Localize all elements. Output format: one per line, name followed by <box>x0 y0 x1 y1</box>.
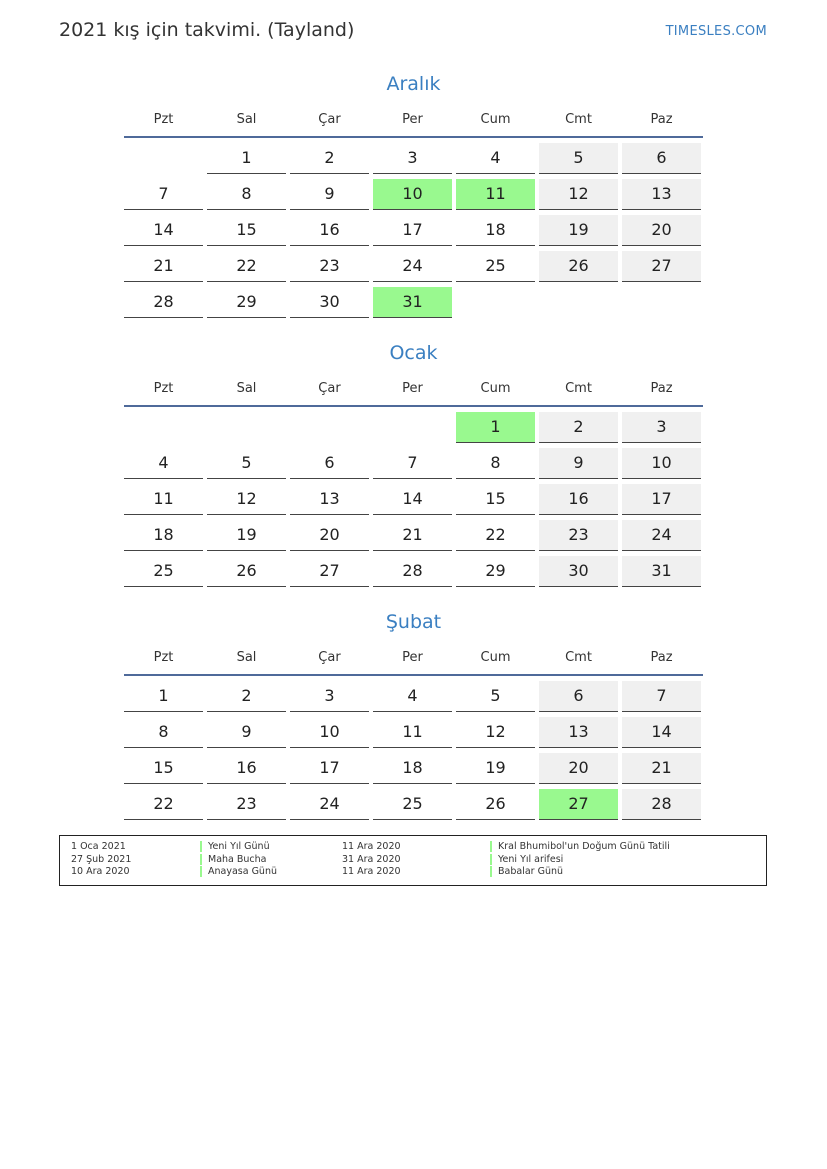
week-row <box>124 287 703 319</box>
weekday-label: Paz <box>650 380 673 396</box>
day-cell[interactable]: 25 <box>124 556 203 587</box>
day-cell[interactable]: 6 <box>290 448 369 479</box>
day-cell[interactable]: 15 <box>124 753 203 784</box>
day-cell[interactable]: 2 <box>207 681 286 712</box>
weekday-label: Sal <box>236 649 257 665</box>
day-cell[interactable]: 24 <box>290 789 369 820</box>
holiday-name: Yeni Yıl arifesi <box>490 854 563 865</box>
day-cell[interactable]: 2 <box>539 412 618 443</box>
legend-row <box>60 866 766 879</box>
holiday-date: 11 Ara 2020 <box>342 841 401 852</box>
day-cell[interactable]: 24 <box>373 251 452 282</box>
week-row <box>124 179 703 211</box>
day-cell[interactable]: 30 <box>290 287 369 318</box>
day-cell[interactable]: 27 <box>622 251 701 282</box>
day-cell[interactable]: 10 <box>373 179 452 210</box>
month-calendar <box>124 70 703 323</box>
weekday-label: Per <box>402 380 423 396</box>
weekday-label: Per <box>402 111 423 127</box>
holiday-name: Yeni Yıl Günü <box>200 841 270 852</box>
day-cell[interactable]: 21 <box>622 753 701 784</box>
page-title: 2021 kış için takvimi. (Tayland) <box>59 19 355 41</box>
weekday-label: Pzt <box>153 649 174 665</box>
day-cell[interactable]: 2 <box>290 143 369 174</box>
weekday-label: Cmt <box>565 649 592 665</box>
day-cell[interactable]: 11 <box>373 717 452 748</box>
day-cell[interactable]: 7 <box>124 179 203 210</box>
month-calendar <box>124 339 703 592</box>
day-cell[interactable]: 11 <box>124 484 203 515</box>
day-cell[interactable]: 26 <box>539 251 618 282</box>
weekday-label: Cum <box>480 649 511 665</box>
day-cell[interactable]: 29 <box>456 556 535 587</box>
day-cell <box>207 412 286 443</box>
week-row <box>124 681 703 713</box>
day-cell[interactable]: 18 <box>373 753 452 784</box>
day-cell[interactable]: 1 <box>124 681 203 712</box>
day-cell[interactable]: 9 <box>539 448 618 479</box>
day-cell[interactable]: 1 <box>456 412 535 443</box>
day-cell[interactable]: 14 <box>373 484 452 515</box>
day-cell <box>290 412 369 443</box>
day-cell[interactable]: 12 <box>456 717 535 748</box>
weekday-label: Çar <box>318 649 341 665</box>
day-cell[interactable]: 10 <box>290 717 369 748</box>
day-cell <box>124 412 203 443</box>
day-cell[interactable]: 3 <box>622 412 701 443</box>
day-cell[interactable]: 13 <box>622 179 701 210</box>
day-cell[interactable]: 19 <box>539 215 618 246</box>
day-cell[interactable]: 18 <box>124 520 203 551</box>
header-divider <box>124 136 703 138</box>
day-cell[interactable]: 17 <box>622 484 701 515</box>
day-cell[interactable]: 8 <box>124 717 203 748</box>
day-cell[interactable]: 14 <box>622 717 701 748</box>
day-cell[interactable]: 21 <box>124 251 203 282</box>
day-cell[interactable]: 5 <box>539 143 618 174</box>
day-cell[interactable]: 31 <box>622 556 701 587</box>
day-cell[interactable]: 8 <box>207 179 286 210</box>
day-cell[interactable]: 25 <box>456 251 535 282</box>
day-cell[interactable]: 12 <box>207 484 286 515</box>
day-cell <box>124 143 203 174</box>
day-cell[interactable]: 6 <box>622 143 701 174</box>
day-cell[interactable]: 9 <box>290 179 369 210</box>
day-cell[interactable]: 22 <box>456 520 535 551</box>
day-cell <box>373 412 452 443</box>
day-cell[interactable]: 28 <box>373 556 452 587</box>
day-cell[interactable]: 22 <box>207 251 286 282</box>
week-row <box>124 412 703 444</box>
weekday-label: Sal <box>236 380 257 396</box>
header-divider <box>124 674 703 676</box>
day-cell[interactable]: 15 <box>456 484 535 515</box>
day-cell[interactable]: 4 <box>124 448 203 479</box>
day-cell[interactable]: 7 <box>622 681 701 712</box>
day-cell[interactable]: 10 <box>622 448 701 479</box>
legend-row <box>60 841 766 854</box>
day-cell[interactable]: 25 <box>373 789 452 820</box>
week-row <box>124 789 703 821</box>
day-cell[interactable]: 29 <box>207 287 286 318</box>
day-cell[interactable]: 4 <box>456 143 535 174</box>
day-cell[interactable]: 6 <box>539 681 618 712</box>
holiday-name: Kral Bhumibol'un Doğum Günü Tatili <box>490 841 670 852</box>
day-cell[interactable]: 20 <box>290 520 369 551</box>
day-cell[interactable]: 19 <box>456 753 535 784</box>
day-cell[interactable]: 9 <box>207 717 286 748</box>
day-cell[interactable]: 7 <box>373 448 452 479</box>
day-cell[interactable]: 23 <box>207 789 286 820</box>
day-cell[interactable]: 4 <box>373 681 452 712</box>
day-cell[interactable]: 22 <box>124 789 203 820</box>
day-cell[interactable]: 27 <box>539 789 618 820</box>
week-row <box>124 717 703 749</box>
weekday-label: Cum <box>480 380 511 396</box>
day-cell[interactable]: 15 <box>207 215 286 246</box>
week-row <box>124 251 703 283</box>
day-cell[interactable]: 1 <box>207 143 286 174</box>
weekday-header <box>124 642 703 672</box>
day-cell[interactable]: 28 <box>124 287 203 318</box>
weekday-label: Çar <box>318 380 341 396</box>
day-cell[interactable]: 18 <box>456 215 535 246</box>
day-cell <box>539 287 618 318</box>
weekday-label: Paz <box>650 111 673 127</box>
brand-logo-text[interactable]: TIMESLES.COM <box>665 24 767 39</box>
day-cell[interactable]: 5 <box>207 448 286 479</box>
day-cell[interactable]: 16 <box>290 215 369 246</box>
day-cell[interactable]: 30 <box>539 556 618 587</box>
week-row <box>124 215 703 247</box>
weekday-label: Pzt <box>153 111 174 127</box>
day-cell[interactable]: 3 <box>373 143 452 174</box>
day-cell[interactable]: 13 <box>539 717 618 748</box>
day-cell[interactable]: 23 <box>290 251 369 282</box>
month-name: Aralık <box>386 73 441 95</box>
week-row <box>124 753 703 785</box>
weekday-header <box>124 104 703 134</box>
day-cell[interactable]: 31 <box>373 287 452 318</box>
day-cell[interactable]: 17 <box>290 753 369 784</box>
day-cell[interactable]: 19 <box>207 520 286 551</box>
day-cell[interactable]: 23 <box>539 520 618 551</box>
week-row <box>124 520 703 552</box>
week-row <box>124 143 703 175</box>
day-cell <box>622 287 701 318</box>
weekday-label: Cmt <box>565 111 592 127</box>
holiday-name: Babalar Günü <box>490 866 563 877</box>
holiday-date: 31 Ara 2020 <box>342 853 401 865</box>
week-row <box>124 484 703 516</box>
day-cell[interactable]: 12 <box>539 179 618 210</box>
legend-row <box>60 854 766 867</box>
weekday-label: Per <box>402 649 423 665</box>
day-cell <box>456 287 535 318</box>
holiday-legend <box>59 835 767 886</box>
day-cell[interactable]: 20 <box>539 753 618 784</box>
weekday-label: Paz <box>650 649 673 665</box>
day-cell[interactable]: 27 <box>290 556 369 587</box>
weekday-label: Cum <box>480 111 511 127</box>
holiday-name: Anayasa Günü <box>200 866 277 877</box>
weekday-label: Çar <box>318 111 341 127</box>
day-cell[interactable]: 16 <box>207 753 286 784</box>
day-cell[interactable]: 13 <box>290 484 369 515</box>
header-divider <box>124 405 703 407</box>
day-cell[interactable]: 17 <box>373 215 452 246</box>
day-cell[interactable]: 3 <box>290 681 369 712</box>
day-cell[interactable]: 21 <box>373 520 452 551</box>
holiday-date: 27 Şub 2021 <box>71 853 132 865</box>
holiday-name: Maha Bucha <box>200 854 266 865</box>
day-cell[interactable]: 26 <box>456 789 535 820</box>
day-cell[interactable]: 14 <box>124 215 203 246</box>
weekday-label: Sal <box>236 111 257 127</box>
week-row <box>124 556 703 588</box>
day-cell[interactable]: 5 <box>456 681 535 712</box>
week-row <box>124 448 703 480</box>
holiday-date: 1 Oca 2021 <box>71 841 126 852</box>
day-cell[interactable]: 26 <box>207 556 286 587</box>
day-cell[interactable]: 8 <box>456 448 535 479</box>
weekday-label: Cmt <box>565 380 592 396</box>
month-calendar <box>124 608 703 825</box>
day-cell[interactable]: 20 <box>622 215 701 246</box>
holiday-date: 10 Ara 2020 <box>71 866 130 877</box>
month-name: Ocak <box>389 342 438 364</box>
day-cell[interactable]: 24 <box>622 520 701 551</box>
day-cell[interactable]: 28 <box>622 789 701 820</box>
day-cell[interactable]: 11 <box>456 179 535 210</box>
weekday-header <box>124 373 703 403</box>
month-name: Şubat <box>385 611 442 633</box>
holiday-date: 11 Ara 2020 <box>342 866 401 877</box>
day-cell[interactable]: 16 <box>539 484 618 515</box>
weekday-label: Pzt <box>153 380 174 396</box>
